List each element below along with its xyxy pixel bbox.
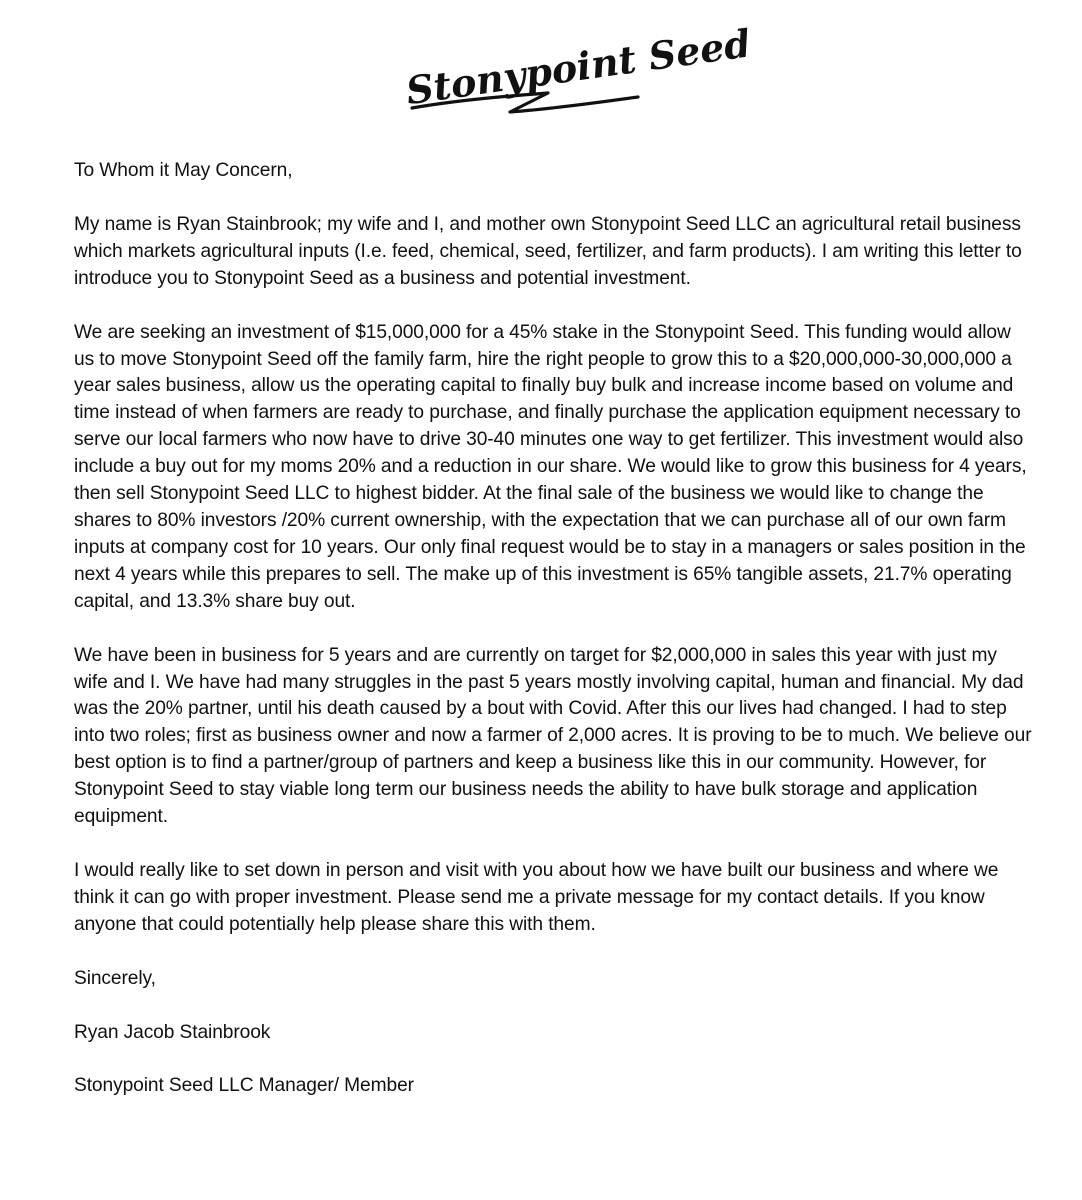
letter-body <box>74 158 1034 1127</box>
salutation: To Whom it May Concern, <box>74 160 293 181</box>
closing: Sincerely, <box>74 967 156 989</box>
paragraph-introduction: My name is Ryan Stainbrook; my wife and I, and mother own Stonypoint Seed LLC an agricultural retail business which markets agricultural inputs (I.e. feed, chemical, seed, fertilizer, and farm products). I am writing this letter to introduce you to Stonypoint Seed as a business and potential investment. <box>74 213 1022 289</box>
paragraph-meeting-request: I would really like to set down in person and visit with you about how we have built our business and where we think it can go with proper investment. Please send me a private message for my contact details. If you know anyone that could potentially help please share this with them. <box>74 859 999 935</box>
logo-graphic <box>398 20 754 130</box>
signature-title: Stonypoint Seed LLC Manager/ Member <box>74 1075 414 1097</box>
logo-wordmark: Stonypoint Seed <box>403 20 754 114</box>
company-logo <box>398 20 754 130</box>
signature-name: Ryan Jacob Stainbrook <box>74 1021 271 1043</box>
paragraph-investment-proposal: We are seeking an investment of $15,000,000 for a 45% stake in the Stonypoint Seed. This funding would allow us to move Stonypoint Seed off the family farm, hire the right people to grow this to a $20,000,000-30,000,000 a year sales business, allow us the operating capital to finally buy bulk and increase income based on volume and time instead of when farmers are ready to purchase, and finally purchase the application equipment necessary to serve our local farmers who now have to drive 30-40 minutes one way to get fertilizer. This investment would also include a buy out for my moms 20% and a reduction in our share. We would like to grow this business for 4 years, then sell Stonypoint Seed LLC to highest bidder. At the final sale of the business we would like to change the shares to 80% investors /20% current ownership, with the expectation that we can purchase all of our own farm inputs at company cost for 10 years. Our only final request would be to stay in a managers or sales position in the next 4 years while this prepares to sell. The make up of this investment is 65% tangible assets, 21.7% operating capital, and 13.3% share buy out. <box>74 321 1027 612</box>
paragraph-business-history: We have been in business for 5 years and are currently on target for $2,000,000 in sales this year with just my wife and I. We have had many struggles in the past 5 years mostly involving capital, human and financial. My dad was the 20% partner, until his death caused by a bout with Covid. After this our lives had changed. I had to step into two roles; first as business owner and now a farmer of 2,000 acres. It is proving to be to much. We believe our best option is to find a partner/group of partners and keep a business like this in our community. However, for Stonypoint Seed to stay viable long term our business needs the ability to have bulk storage and application equipment. <box>74 644 1032 828</box>
